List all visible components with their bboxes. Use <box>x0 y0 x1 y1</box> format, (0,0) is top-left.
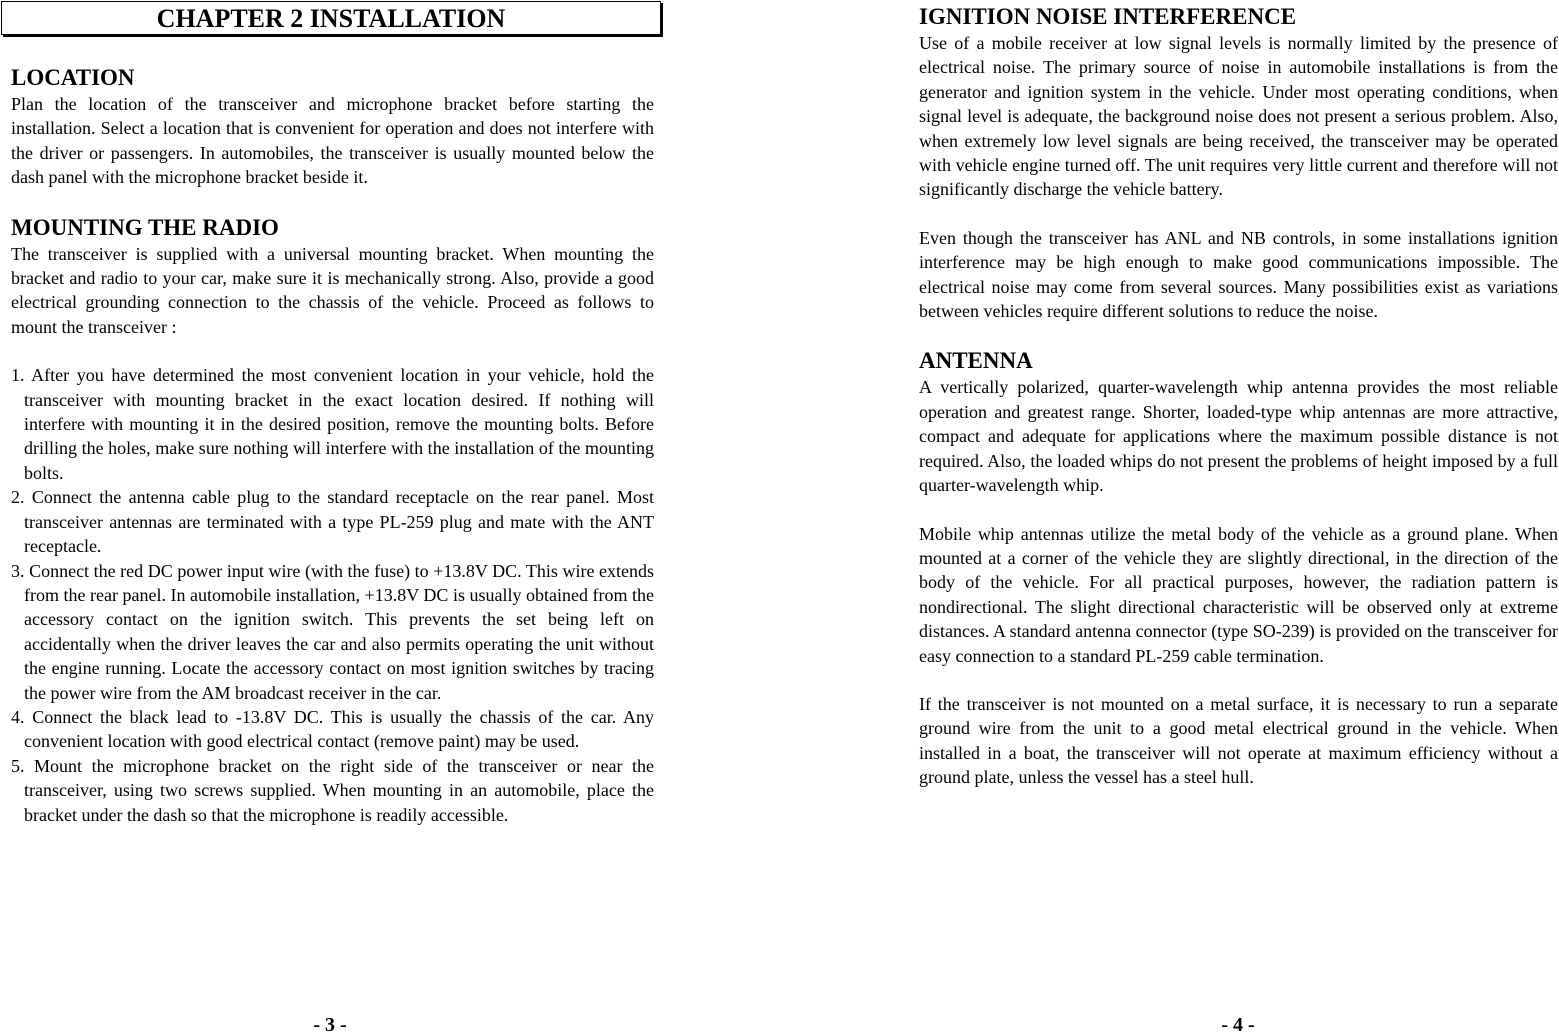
antenna-heading: ANTENNA <box>919 348 1033 374</box>
right-page <box>919 0 1559 1035</box>
section-spacer <box>11 190 654 214</box>
paragraph-spacer <box>919 202 1558 226</box>
ignition-paragraph-1: Use of a mobile receiver at low signal levels is normally limited by the presence of electrical noise. The primary source of noise in automobile installations is from the generator and ignition system in the vehicle. Under most operating conditions, when signal level is adequate, the background noise does not present a serious problem. Also, when extremely low level signals are being received, the transceiver may be operated with vehicle engine turned off. The unit requires very little current and therefore will not significantly discharge the vehicle battery. <box>919 33 1558 200</box>
location-paragraph: Plan the location of the transceiver and microphone bracket before starting the installation. Select a location that is convenient for operation and does not interfere with the driver or passengers. In automobiles, the transceiver is usually mounted below the dash panel with the microphone bracket beside it. <box>11 94 654 188</box>
antenna-paragraph-1: A vertically polarized, quarter-wavelength whip antenna provides the most reliable operation and greatest range. Shorter, loaded-type whip antennas are more attractive, compact and adequate for applications where the maximum possible distance is not required. Also, the loaded whips do not present the problems of height imposed by a full quarter-wavelength whip. <box>919 377 1558 496</box>
mounting-step-4: 4. Connect the black lead to -13.8V DC. This is usually the chassis of the car. Any convenient location with good electrical contact (remove paint) may be used. <box>11 706 654 752</box>
ignition-noise-heading: IGNITION NOISE INTERFERENCE <box>919 4 1297 29</box>
section-spacer <box>919 323 1558 347</box>
mounting-intro-paragraph: The transceiver is supplied with a universal mounting bracket. When mounting the bracket and radio to your car, make sure it is mechanically strong. Also, provide a good electrical grounding connection to the chassis of the vehicle. Proceed as follows to mount the transceiver : <box>11 243 654 337</box>
mounting-step-1: 1. After you have determined the most convenient location in your vehicle, hold the transceiver with mounting bracket in the exact location desired. If nothing will interfere with mounting it in the desired position, remove the mounting bolts. Before drilling the holes, make sure nothing will interfere with the installation of the mounting bolts. <box>11 365 654 483</box>
right-page-content <box>919 3 1558 790</box>
left-page-content <box>11 64 654 827</box>
paragraph-spacer <box>919 668 1558 692</box>
mounting-step-5: 5. Mount the microphone bracket on the right side of the transceiver or near the transceiver, using two screws supplied. When mounting in an automobile, place the bracket under the dash so that the microphone is readily accessible. <box>11 755 654 825</box>
antenna-paragraph-2: Mobile whip antennas utilize the metal body of the vehicle as a ground plane. When mounted at a corner of the vehicle they are slightly directional, in the direction of the body of the vehicle. For all practical purposes, however, the radiation pattern is nondirectional. The slight directional characteristic will be observed only at extreme distances. A standard antenna connector (type SO-239) is provided on the transceiver for easy connection to a standard PL-259 cable termination. <box>919 523 1558 666</box>
mounting-step-2: 2. Connect the antenna cable plug to the standard receptacle on the rear panel. Most transceiver antennas are terminated with a type PL-259 plug and mate with the ANT receptacle. <box>11 487 654 557</box>
left-page <box>0 0 664 1035</box>
page-number-left: - 3 - <box>313 1014 347 1036</box>
page-number-right: - 4 - <box>1221 1014 1255 1036</box>
location-heading: LOCATION <box>11 65 135 90</box>
antenna-paragraph-3: If the transceiver is not mounted on a metal surface, it is necessary to run a separate ground wire from the unit to a good metal electrical ground in the vehicle. When installed in a boat, the transceiver will not operate at maximum efficiency without a ground plate, unless the vessel has a steel hull. <box>919 693 1558 788</box>
mounting-steps-list <box>11 363 654 827</box>
section-spacer <box>11 339 654 363</box>
mounting-step-3: 3. Connect the red DC power input wire (with the fuse) to +13.8V DC. This wire extends from the rear panel. In automobile installation, +13.8V DC is usually obtained from the accessory contact on the ignition switch. This prevents the set being left on accidentally when the driver leaves the car and also permits operating the unit without the engine running. Locate the accessory contact on most ignition switches by tracing the power wire from the AM broadcast receiver in the car. <box>11 560 654 703</box>
mounting-heading: MOUNTING THE RADIO <box>11 214 279 240</box>
paragraph-spacer <box>919 498 1558 522</box>
ignition-paragraph-2: Even though the transceiver has ANL and NB controls, in some installations ignition interference may be high enough to make good communications impossible. The electrical noise may come from several sources. Many possibilities exist as variations between vehicles require different solutions to reduce the noise. <box>919 227 1558 322</box>
chapter-title: CHAPTER 2 INSTALLATION <box>1 1 661 35</box>
